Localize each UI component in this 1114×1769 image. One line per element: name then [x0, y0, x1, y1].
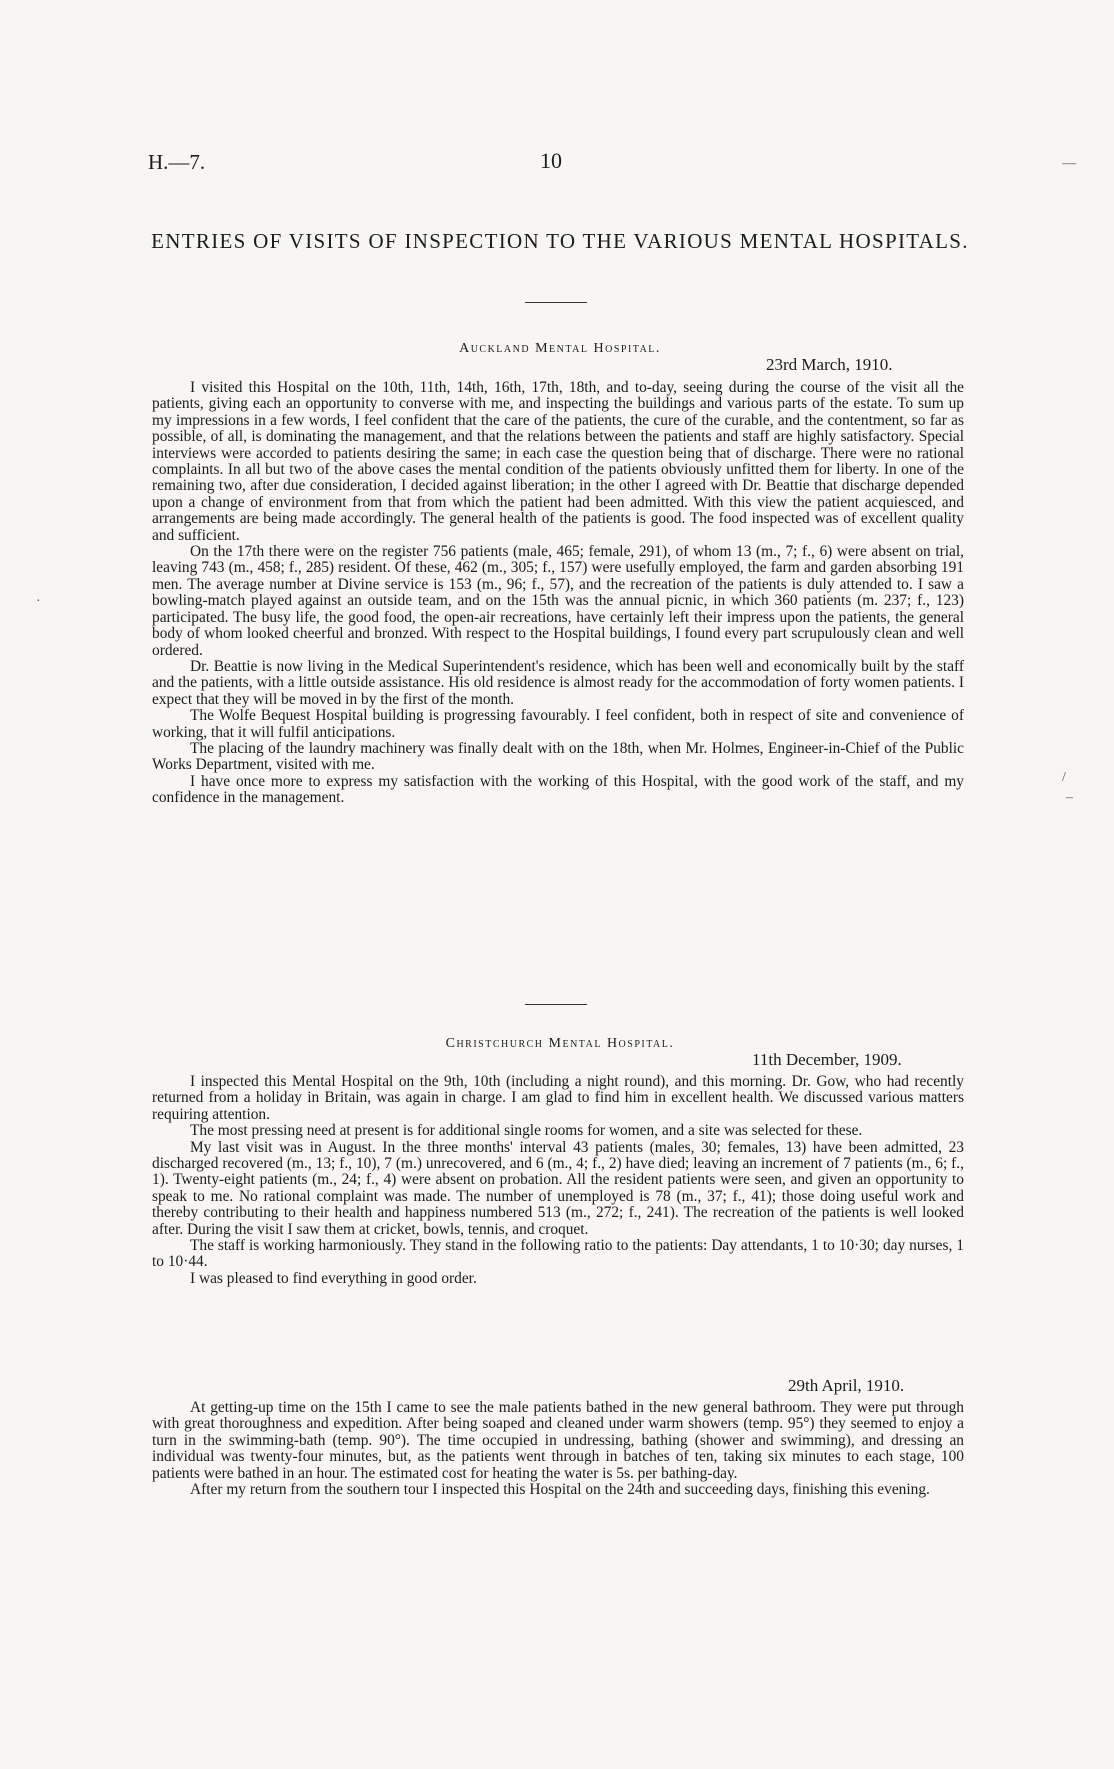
christchurch-second-entry-text [152, 1400, 964, 1498]
section-divider [525, 1004, 587, 1005]
section-heading-christchurch: Christchurch Mental Hospital. [445, 1036, 675, 1051]
page-number: 10 [540, 148, 562, 173]
paragraph: Dr. Beattie is now living in the Medical Superintendent's residence, which has been well and economically built by the staff and the patients, with a little outside assistance. His old residence is almost ready for the accommodation of forty women patients. I expect that they will be moved in by the first of the month. [152, 657, 964, 708]
title-divider [525, 302, 587, 303]
margin-mark: — [1062, 156, 1076, 171]
paragraph: I visited this Hospital on the 10th, 11th, 14th, 16th, 17th, 18th, and to-day, seeing during the course of the visit all the patients, giving each an opportunity to converse with me, and inspecting the buildings and various parts of the estate. To sum up my impressions in a few words, I feel confident that the care of the patients, the cure of the curable, and the contentment, so far as possible, of all, is dominating the management, and that the relations between the patients and staff are highly satisfactory. Special interviews were accorded to patients desiring the same; in each case the question being that of discharge. There were no rational complaints. In all but two of the above cases the mental condition of the patients obviously unfitted them for liberty. In one of the remaining two, after due consideration, I decided against liberation; in the other I agreed with Dr. Beattie that discharge depended upon a change of environment from that from which the patient had been admitted. With this view the patient acquiesced, and arrangements are being made accordingly. The general health of the patients is good. The food inspected was of excellent quality and sufficient. [152, 379, 964, 544]
document-reference: H.—7. [148, 150, 206, 174]
paragraph: On the 17th there were on the register 756 patients (male, 465; female, 291), of whom 13 (m., 7; f., 6) were absent on trial, leaving 743 (m., 458; f., 285) resident. Of these, 462 (m., 305; f., 157) were usefully employed, the farm and garden absorbing 191 men. The average number at Divine service is 153 (m., 96; f., 57), and the recreation of the patients is duly attended to. I saw a bowling-match played against an outside team, and on the 15th was the annual picnic, in which 360 patients (m. 237; f., 123) participated. The busy life, the good food, the open-air recreations, have certainly left their impress upon the patients, the general body of whom looked cheerful and bronzed. With respect to the Hospital buildings, I found every part scrupulously clean and well ordered. [152, 543, 964, 659]
paragraph: The most pressing need at present is for additional single rooms for women, and a site was selected for these. [190, 1122, 863, 1140]
paragraph: After my return from the southern tour I inspected this Hospital on the 24th and succeeding days, finishing this evening. [190, 1481, 930, 1499]
entry-date-christchurch-second: 29th April, 1910. [788, 1376, 905, 1395]
entry-date-auckland: 23rd March, 1910. [766, 355, 893, 374]
auckland-entry-text [152, 380, 964, 807]
paragraph: I have once more to express my satisfaction with the working of this Hospital, with the good work of the staff, and my confidence in the management. [152, 772, 964, 807]
paragraph: My last visit was in August. In the three months' interval 43 patients (males, 30; females, 13) have been admitted, 23 discharged recovered (m., 13; f., 10), 7 (m.) unrecovered, and 6 (m., 4; f., 2) have died; leaving an increment of 7 patients (m., 6; f., 1). Twenty-eight patients (m., 24; f., 4) were absent on probation. All the resident patients were seen, and given an opportunity to speak to me. No rational complaint was made. The number of unemployed is 78 (m., 37; f., 41); those doing useful work and thereby contributing to their health and happiness numbered 513 (m., 272; f., 241). The recreation of the patients is well looked after. During the visit I saw them at cricket, bowls, tennis, and croquet. [152, 1138, 964, 1238]
christchurch-entry-text [152, 1074, 964, 1287]
margin-mark: · [36, 594, 41, 609]
paragraph: I inspected this Mental Hospital on the 9th, 10th (including a night round), and this morning. Dr. Gow, who had recently returned from a holiday in Britain, was again in charge. I am glad to find him in excellent health. We discussed various matters requiring attention. [152, 1073, 964, 1123]
paragraph: The placing of the laundry machinery was finally dealt with on the 18th, when Mr. Holmes, Engineer-in-Chief of the Public Works Department, visited with me. [152, 739, 964, 774]
entry-date-christchurch: 11th December, 1909. [752, 1050, 902, 1069]
paragraph: The staff is working harmoniously. They stand in the following ratio to the patients: Day attendants, 1 to 10·30; day nurses, 1 to 10·44. [152, 1237, 964, 1271]
page-title: ENTRIES OF VISITS OF INSPECTION TO THE VARIOUS MENTAL HOSPITALS. [151, 229, 969, 253]
section-heading-auckland: Auckland Mental Hospital. [459, 341, 661, 356]
paragraph: The Wolfe Bequest Hospital building is progressing favourably. I feel confident, both in respect of site and convenience of working, that it will fulfil anticipations. [152, 707, 964, 741]
margin-mark: / [1062, 770, 1066, 785]
margin-mark: – [1066, 790, 1073, 805]
paragraph: At getting-up time on the 15th I came to see the male patients bathed in the new general bathroom. They were put through with great thoroughness and expedition. After being soaped and cleaned under warm showers (temp. 95°) they seemed to enjoy a turn in the swimming-bath (temp. 90°). The time occupied in undressing, bathing (shower and swimming), and dressing an individual was twenty-four minutes, but, as the patients went through in batches of ten, taking six minutes to each stage, 100 patients were bathed in an hour. The estimated cost for heating the water is 5s. per bathing-day. [152, 1399, 964, 1482]
paragraph: I was pleased to find everything in good order. [190, 1269, 477, 1287]
